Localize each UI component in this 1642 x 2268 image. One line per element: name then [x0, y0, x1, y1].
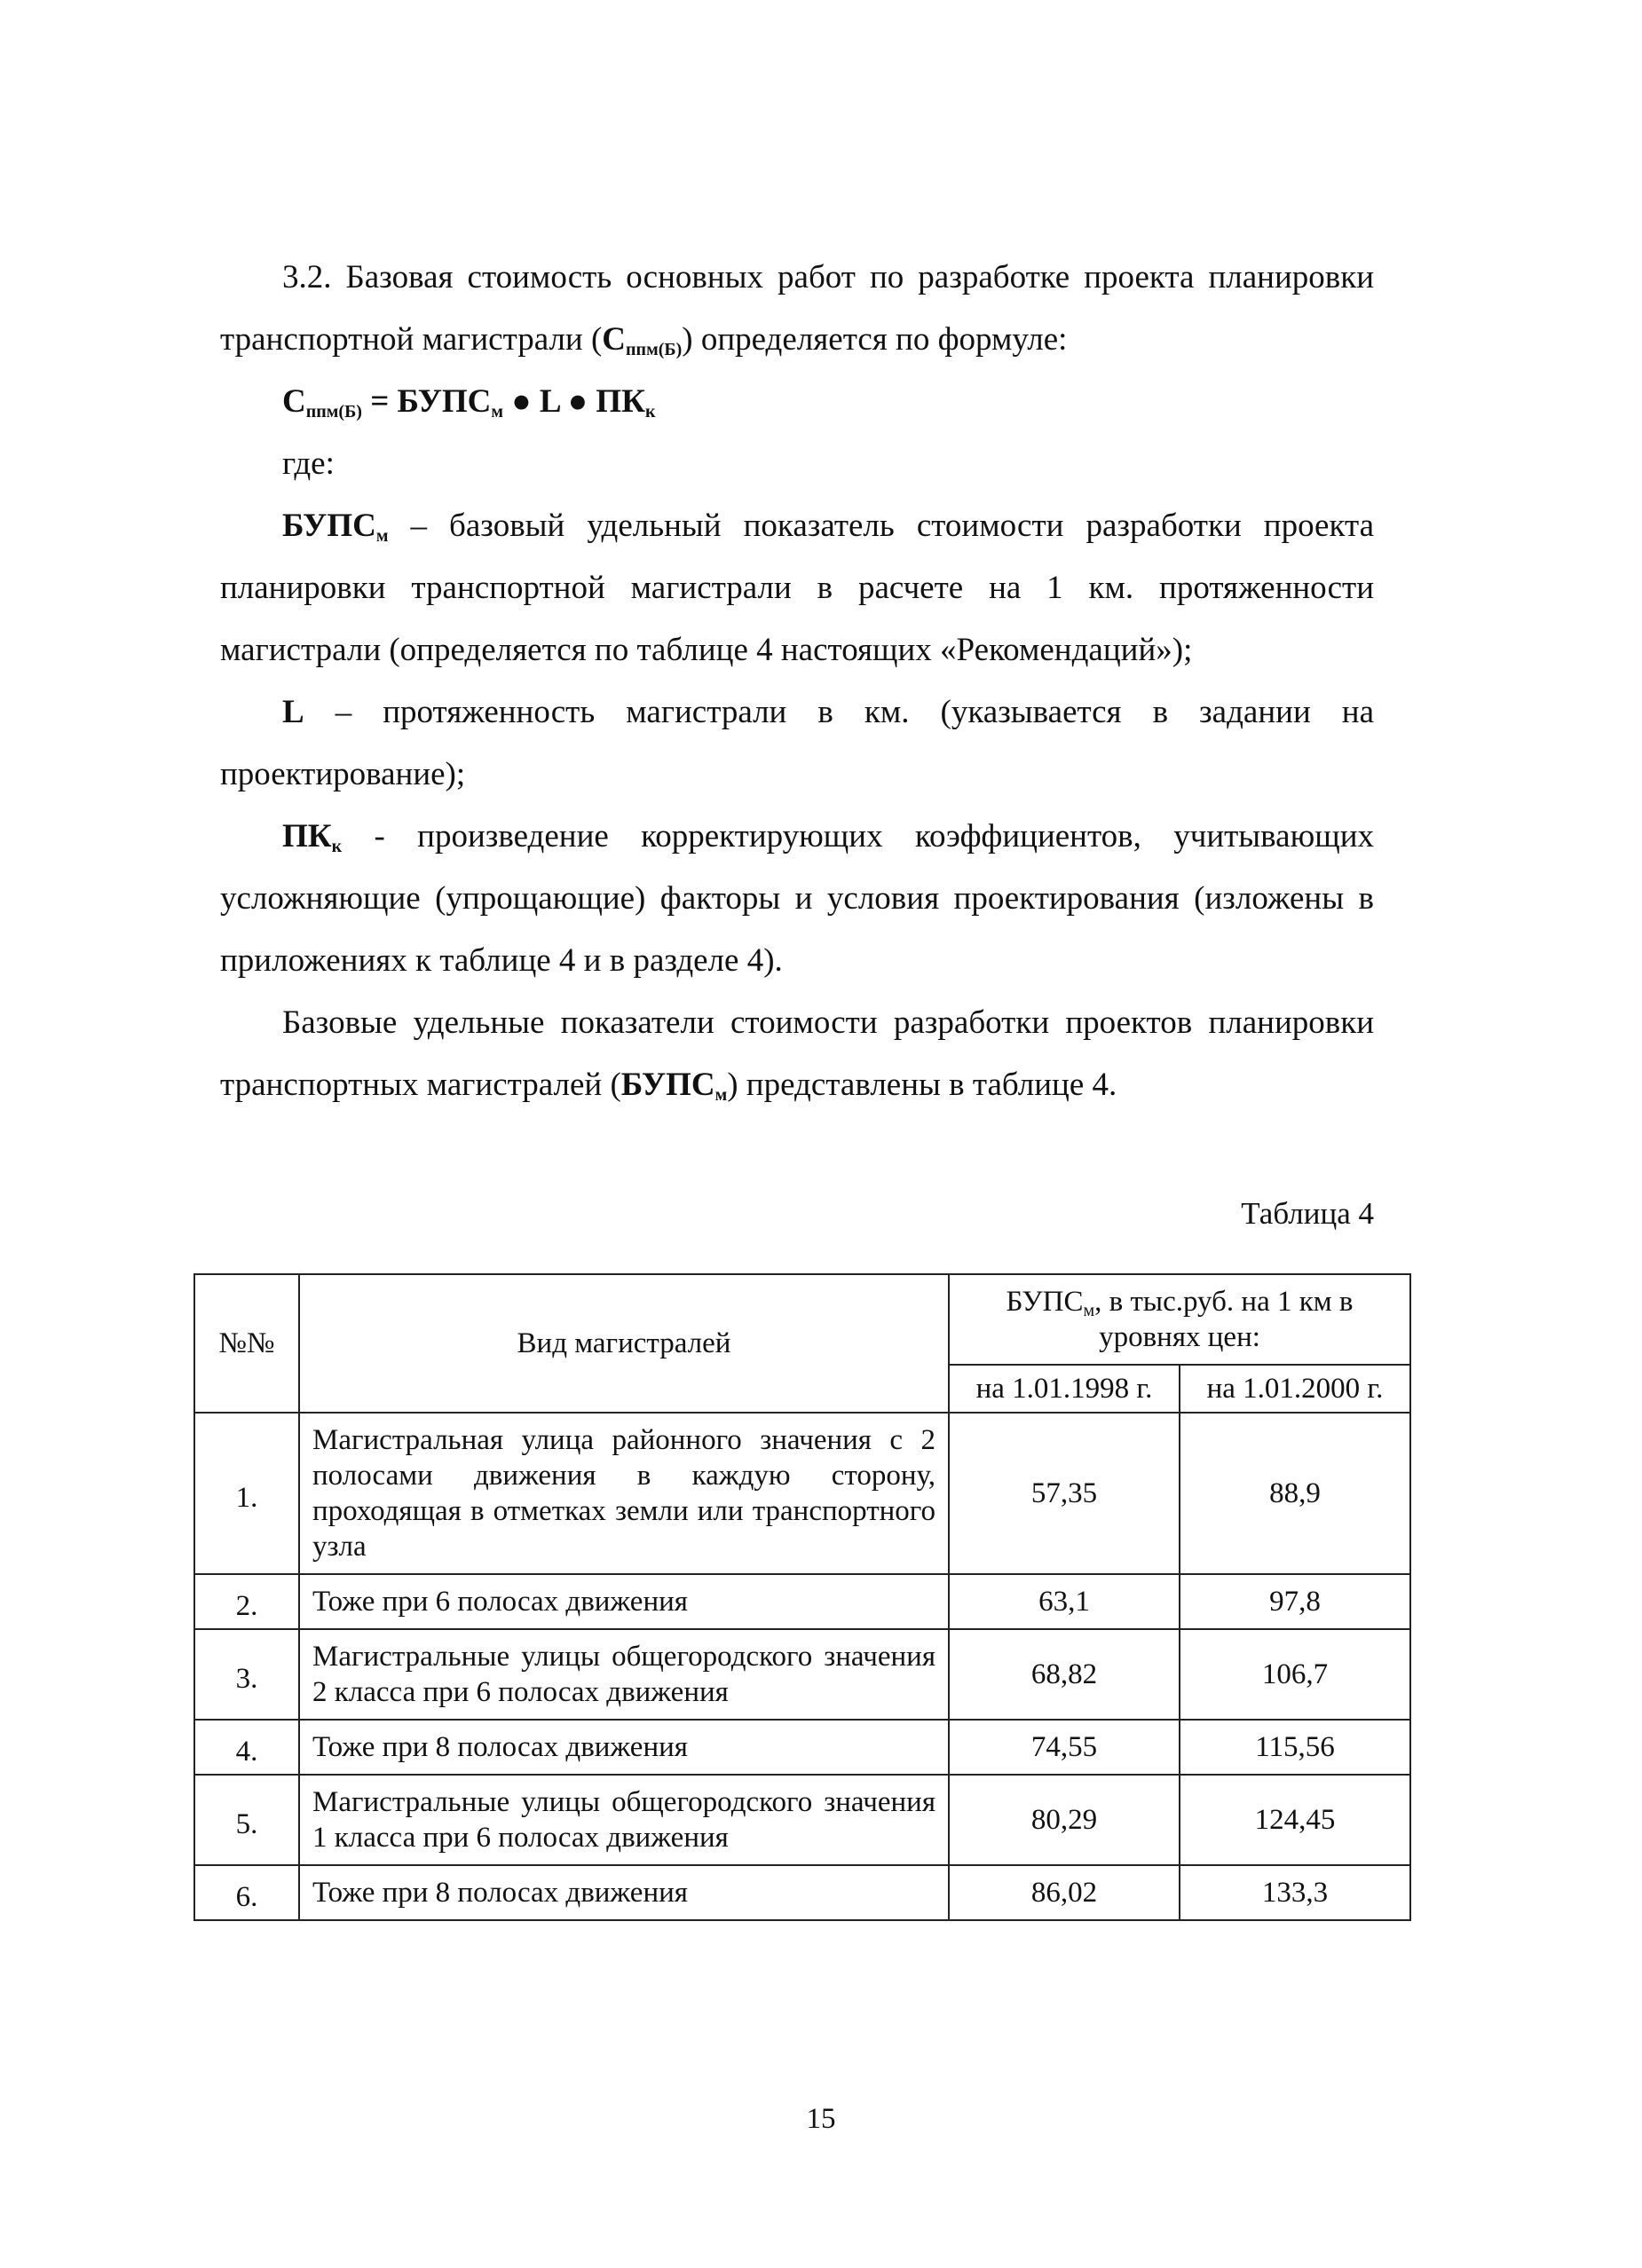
- definition-pk: [220, 806, 1374, 992]
- row-number: 4.: [194, 1720, 299, 1775]
- row-value-1998: 68,82: [949, 1629, 1180, 1720]
- row-number: 5.: [194, 1775, 299, 1865]
- header-value-text: , в тыс.руб. на 1 км в уровнях цен:: [1094, 1286, 1354, 1353]
- header-1998: на 1.01.1998 г.: [949, 1365, 1180, 1413]
- row-value-1998: 63,1: [949, 1574, 1180, 1629]
- definition-bups: [220, 495, 1374, 681]
- def-l-text: – протяженность магистрали в км. (указывается в задании на проектирование);: [220, 694, 1374, 792]
- closing-term: БУПС: [620, 1067, 715, 1103]
- def-bups-subscript: м: [375, 526, 389, 546]
- def-bups-text: – базовый удельный показатель стоимости разработки проекта планировки транспортной магистрали в расчете на 1 км. протяженности магистрали (определяется по таблице 4 настоящих «Рекомендаций»);: [220, 508, 1374, 668]
- row-value-1998: 80,29: [949, 1775, 1180, 1865]
- page-number: 15: [806, 2103, 836, 2135]
- formula-left-subscript: ппм(Б): [305, 402, 362, 421]
- row-value-2000: 115,56: [1180, 1720, 1410, 1775]
- row-value-1998: 86,02: [949, 1865, 1180, 1920]
- row-kind: Магистральная улица районного значения с 2 полосами движения в каждую сторону, проходящая в отметках земли или транспортного узла: [299, 1413, 949, 1574]
- row-value-2000: 124,45: [1180, 1775, 1410, 1865]
- row-kind: Магистральные улицы общегородского значения 2 класса при 6 полосах движения: [299, 1629, 949, 1720]
- row-kind: Магистральные улицы общегородского значения 1 класса при 6 полосах движения: [299, 1775, 949, 1865]
- cost-table: [193, 1273, 1411, 1921]
- row-value-1998: 74,55: [949, 1720, 1180, 1775]
- cost-symbol-subscript: ппм(Б): [626, 340, 683, 359]
- table-row: [194, 1574, 1410, 1629]
- closing-paragraph: [220, 992, 1374, 1116]
- def-pk-text: - произведение корректирующих коэффициентов, учитывающих усложняющие (упрощающие) факторы и условия проектирования (изложены в приложениях к таблице 4 и в разделе 4).: [220, 818, 1374, 979]
- header-value: [949, 1274, 1410, 1365]
- intro-paragraph: [220, 247, 1374, 371]
- row-kind: Тоже при 6 полосах движения: [299, 1574, 949, 1629]
- table-row: [194, 1775, 1410, 1865]
- row-number: 6.: [194, 1865, 299, 1920]
- header-2000: на 1.01.2000 г.: [1180, 1365, 1410, 1413]
- def-pk-subscript: к: [331, 837, 343, 856]
- closing-text: Базовые удельные показатели стоимости разработки проектов планировки транспортных магистралей (: [220, 1004, 1374, 1103]
- table-header-row: [194, 1274, 1410, 1365]
- def-pk-term: ПК: [282, 818, 332, 854]
- closing-end: ) представлены в таблице 4.: [727, 1067, 1117, 1103]
- where-label: где:: [282, 445, 335, 482]
- table-row: [194, 1629, 1410, 1720]
- def-l-term: L: [282, 694, 304, 730]
- formula-middle: ● L ● ПК: [502, 383, 645, 420]
- formula-m-subscript: м: [491, 402, 503, 421]
- row-number: 3.: [194, 1629, 299, 1720]
- header-value-term: БУПС: [1006, 1286, 1084, 1318]
- header-kind: Вид магистралей: [299, 1274, 949, 1413]
- row-value-2000: 106,7: [1180, 1629, 1410, 1720]
- body-text: [220, 247, 1374, 1116]
- row-value-1998: 57,35: [949, 1413, 1180, 1574]
- closing-subscript: м: [714, 1085, 728, 1105]
- formula-left: С: [282, 383, 306, 420]
- intro-end: ) определяется по формуле:: [682, 321, 1068, 358]
- table-row: [194, 1413, 1410, 1574]
- intro-text: Базовая стоимость основных работ по разработке проекта планировки транспортной магистрали (: [220, 259, 1374, 358]
- table-row: [194, 1865, 1410, 1920]
- section-number: 3.2.: [282, 259, 332, 295]
- row-kind: Тоже при 8 полосах движения: [299, 1720, 949, 1775]
- row-value-2000: 88,9: [1180, 1413, 1410, 1574]
- formula-k-subscript: к: [644, 402, 656, 421]
- header-number: №№: [194, 1274, 299, 1413]
- row-value-2000: 133,3: [1180, 1865, 1410, 1920]
- formula: [220, 371, 1374, 433]
- header-value-subscript: м: [1083, 1301, 1095, 1320]
- row-number: 2.: [194, 1574, 299, 1629]
- cost-symbol: С: [602, 321, 627, 358]
- formula-equals: = БУПС: [361, 383, 492, 420]
- table-row: [194, 1720, 1410, 1775]
- row-kind: Тоже при 8 полосах движения: [299, 1865, 949, 1920]
- row-number: 1.: [194, 1413, 299, 1574]
- table-caption: Таблица 4: [1241, 1196, 1374, 1231]
- def-bups-term: БУПС: [282, 508, 376, 544]
- definition-l: [220, 681, 1374, 806]
- row-value-2000: 97,8: [1180, 1574, 1410, 1629]
